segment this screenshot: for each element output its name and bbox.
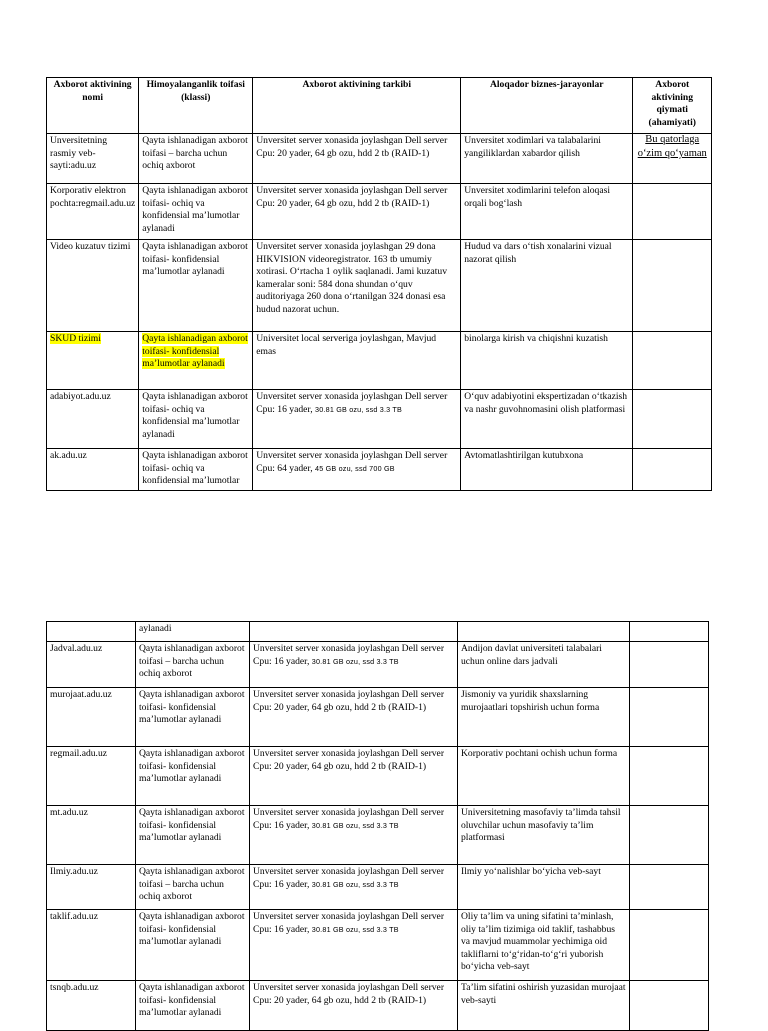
asset-name-cell: Jadval.adu.uz <box>47 642 136 688</box>
composition-specs: 45 GB ozu, ssd 700 GB <box>315 463 395 473</box>
asset-table-page-1 <box>46 77 712 491</box>
process-cell: Oliy ta’lim va uning sifatini ta’minlash, oliy ta’lim tizimiga oid taklif, tashabbus va mavjud muammolar yechimiga oid takliflarni to‘g‘ridan-to‘g‘ri yuborish bo‘yicha veb-sayt <box>458 910 630 981</box>
process-cell <box>458 622 630 642</box>
table-row <box>47 747 709 806</box>
process-cell: Unversitet xodimlari va talabalarini yangiliklardan xabardor qilish <box>461 134 633 184</box>
table-row <box>47 134 712 184</box>
composition-text: Unversitet server xonasida joylashgan Dell server Cpu: 16 yader, <box>256 391 448 415</box>
composition-cell <box>250 622 458 642</box>
header-asset-value: Axborot aktivining qiymati (ahamiyati) <box>633 78 712 134</box>
process-cell: Avtomatlashtirilgan kutubxona <box>461 449 633 491</box>
table-header-row <box>47 78 712 134</box>
composition-specs: 30.81 GB ozu, ssd 3.3 TB <box>311 879 399 889</box>
value-cell <box>633 449 712 491</box>
asset-name-cell: regmail.adu.uz <box>47 747 136 806</box>
table-row <box>47 240 712 332</box>
category-cell: Qayta ishlanadigan axborot toifasi- ochiq va konfidensial ma’lumotlar aylanadi <box>139 184 253 240</box>
asset-name-cell: Ilmiy.adu.uz <box>47 865 136 910</box>
value-cell <box>630 981 709 1031</box>
composition-cell: Unversitet server xonasida joylashgan Dell server Cpu: 20 yader, 64 gb ozu, hdd 2 tb (RAID-1) <box>250 688 458 747</box>
header-asset-name: Axborot aktivining nomi <box>47 78 139 134</box>
composition-cell: Unversitet server xonasida joylashgan Dell server Cpu: 20 yader, 64 gb ozu, hdd 2 tb (RAID-1) <box>250 981 458 1031</box>
value-cell <box>630 910 709 981</box>
value-cell <box>633 240 712 332</box>
asset-name-cell: Unversitetning rasmiy veb-sayti:adu.uz <box>47 134 139 184</box>
value-cell <box>633 184 712 240</box>
value-cell <box>630 747 709 806</box>
category-cell: Qayta ishlanadigan axborot toifasi- konfidensial ma’lumotlar aylanadi <box>139 240 253 332</box>
composition-specs: 30.81 GB ozu, ssd 3.3 TB <box>311 656 399 666</box>
category-cell: Qayta ishlanadigan axborot toifasi- konfidensial ma’lumotlar aylanadi <box>136 688 250 747</box>
table-row <box>47 184 712 240</box>
highlighted-category: Qayta ishlanadigan axborot toifasi- konfidensial ma’lumotlar aylanadi <box>142 333 248 369</box>
table-row <box>47 390 712 449</box>
composition-text: Unversitet server xonasida joylashgan Dell server Cpu: 16 yader, <box>253 866 445 890</box>
composition-cell <box>253 390 461 449</box>
composition-cell <box>253 449 461 491</box>
composition-cell: Universitet local serveriga joylashgan, Mavjud emas <box>253 332 461 390</box>
value-cell <box>630 806 709 865</box>
composition-cell: Unversitet server xonasida joylashgan Dell server Cpu: 20 yader, 64 gb ozu, hdd 2 tb (RAID-1) <box>253 184 461 240</box>
category-cell: aylanadi <box>136 622 250 642</box>
composition-cell <box>250 642 458 688</box>
category-cell: Qayta ishlanadigan axborot toifasi- konfidensial ma’lumotlar aylanadi <box>136 747 250 806</box>
value-note-link[interactable]: Bu qatorlaga o‘zim qo‘yaman <box>637 134 707 159</box>
category-cell <box>139 332 253 390</box>
category-cell: Qayta ishlanadigan axborot toifasi- konfidensial ma’lumotlar aylanadi <box>136 806 250 865</box>
value-cell <box>630 865 709 910</box>
composition-text: Unversitet server xonasida joylashgan Dell server Cpu: 16 yader, <box>253 911 445 935</box>
header-asset-composition: Axborot aktivining tarkibi <box>253 78 461 134</box>
table-row <box>47 688 709 747</box>
category-cell: Qayta ishlanadigan axborot toifasi – barcha uchun ochiq axborot <box>136 642 250 688</box>
value-cell <box>633 390 712 449</box>
table-row <box>47 910 709 981</box>
highlighted-asset-name: SKUD tizimi <box>50 333 101 344</box>
value-cell <box>630 642 709 688</box>
value-cell <box>633 134 712 184</box>
process-cell: Jismoniy va yuridik shaxslarning murojaatlari topshirish uchun forma <box>458 688 630 747</box>
asset-name-cell <box>47 622 136 642</box>
table-row <box>47 806 709 865</box>
table-row <box>47 449 712 491</box>
asset-name-cell: mt.adu.uz <box>47 806 136 865</box>
composition-text: Unversitet server xonasida joylashgan Dell server Cpu: 16 yader, <box>253 643 445 667</box>
composition-cell <box>250 865 458 910</box>
process-cell: Ta’lim sifatini oshirish yuzasidan murojaat veb-sayti <box>458 981 630 1031</box>
category-cell: Qayta ishlanadigan axborot toifasi- ochiq va konfidensial ma’lumotlar <box>139 449 253 491</box>
asset-name-cell: ak.adu.uz <box>47 449 139 491</box>
asset-table-page-2 <box>46 621 709 1031</box>
process-cell: Ilmiy yo‘nalishlar bo‘yicha veb-sayt <box>458 865 630 910</box>
composition-specs: 30.81 GB ozu, ssd 3.3 TB <box>311 820 399 830</box>
header-protection-category: Himoyalanganlik toifasi (klassi) <box>139 78 253 134</box>
table-row <box>47 332 712 390</box>
category-cell: Qayta ishlanadigan axborot toifasi- konfidensial ma’lumotlar aylanadi <box>136 910 250 981</box>
asset-name-cell: taklif.adu.uz <box>47 910 136 981</box>
category-cell: Qayta ishlanadigan axborot toifasi – barcha uchun ochiq axborot <box>139 134 253 184</box>
value-cell <box>630 622 709 642</box>
process-cell: Korporativ pochtani ochish uchun forma <box>458 747 630 806</box>
composition-cell: Unversitet server xonasida joylashgan Dell server Cpu: 20 yader, 64 gb ozu, hdd 2 tb (RAID-1) <box>250 747 458 806</box>
continuation-row <box>47 622 709 642</box>
category-cell: Qayta ishlanadigan axborot toifasi – barcha uchun ochiq axborot <box>136 865 250 910</box>
composition-cell: Unversitet server xonasida joylashgan Dell server Cpu: 20 yader, 64 gb ozu, hdd 2 tb (RAID-1) <box>253 134 461 184</box>
composition-specs: 30.81 GB ozu, ssd 3.3 TB <box>311 924 399 934</box>
table-row <box>47 865 709 910</box>
process-cell: binolarga kirish va chiqishni kuzatish <box>461 332 633 390</box>
composition-text: Unversitet server xonasida joylashgan Dell server Cpu: 16 yader, <box>253 807 445 831</box>
category-cell: Qayta ishlanadigan axborot toifasi- konfidensial ma’lumotlar aylanadi <box>136 981 250 1031</box>
process-cell: O‘quv adabiyotini ekspertizadan o‘tkazish va nashr guvohnomasini olish platformasi <box>461 390 633 449</box>
value-cell <box>633 332 712 390</box>
process-cell: Unversitet xodimlarini telefon aloqasi orqali bog‘lash <box>461 184 633 240</box>
composition-cell <box>250 806 458 865</box>
asset-name-cell <box>47 332 139 390</box>
asset-name-cell: Video kuzatuv tizimi <box>47 240 139 332</box>
table-row <box>47 981 709 1031</box>
process-cell: Universitetning masofaviy ta’limda tahsil oluvchilar uchun masofaviy ta’lim platformasi <box>458 806 630 865</box>
header-business-processes: Aloqador biznes-jarayonlar <box>461 78 633 134</box>
table-row <box>47 642 709 688</box>
asset-name-cell: Korporativ elektron pochta:regmail.adu.uz <box>47 184 139 240</box>
composition-cell <box>250 910 458 981</box>
category-cell: Qayta ishlanadigan axborot toifasi- ochiq va konfidensial ma’lumotlar aylanadi <box>139 390 253 449</box>
composition-cell: Unversitet server xonasida joylashgan 29 dona HIKVISION videoregistrator. 163 tb umumiy xotirasi. O‘rtacha 1 oylik saqlanadi. Jami kuzatuv kameralar soni: 584 dona shundan o‘quv auditoriyaga 260 dona o‘rtanilgan 324 donasi esa hudud nazorat uchun. <box>253 240 461 332</box>
value-cell <box>630 688 709 747</box>
asset-name-cell: murojaat.adu.uz <box>47 688 136 747</box>
asset-name-cell: tsnqb.adu.uz <box>47 981 136 1031</box>
asset-name-cell: adabiyot.adu.uz <box>47 390 139 449</box>
process-cell: Andijon davlat universiteti talabalari uchun online dars jadvali <box>458 642 630 688</box>
composition-text: Unversitet server xonasida joylashgan Dell server Cpu: 64 yader, <box>256 450 448 474</box>
composition-specs: 30.81 GB ozu, ssd 3.3 TB <box>315 404 403 414</box>
process-cell: Hudud va dars o‘tish xonalarini vizual nazorat qilish <box>461 240 633 332</box>
